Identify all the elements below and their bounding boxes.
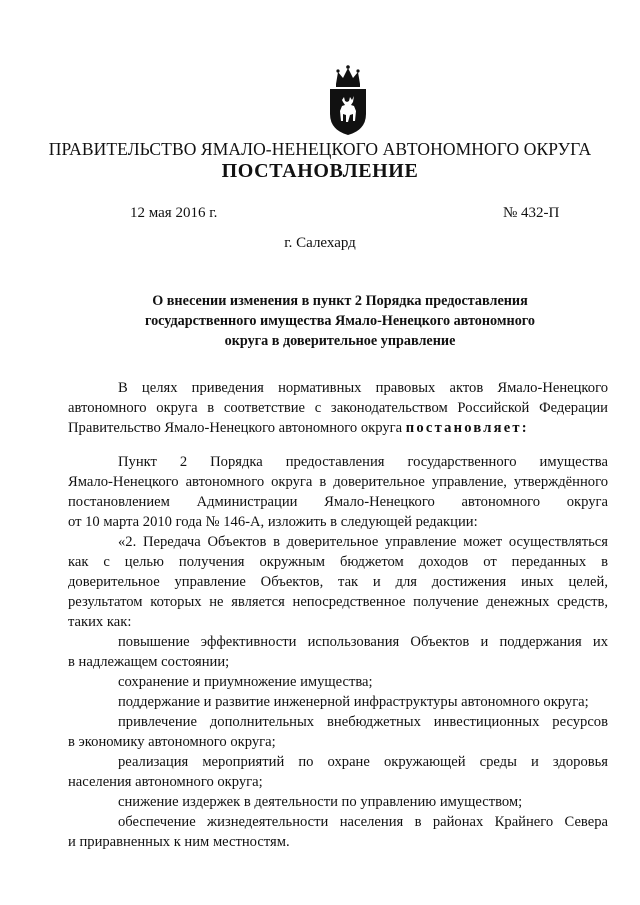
document-date: 12 мая 2016 г. xyxy=(130,205,218,221)
coat-of-arms-emblem xyxy=(326,64,370,136)
preamble-text: Правительство Ямало-Ненецкого автономного округа xyxy=(68,420,403,436)
document-type: ПОСТАНОВЛЕНИЕ xyxy=(221,160,419,182)
goal-line: в экономику автономного округа; xyxy=(68,734,276,750)
quote-line: как с целью получения окружным бюджетом доходов от переданных в xyxy=(68,554,608,570)
document-body xyxy=(68,378,608,852)
preamble-line: В целях приведения нормативных правовых актов Ямало-Ненецкого xyxy=(118,380,608,396)
goal-item xyxy=(68,792,608,812)
goal-item xyxy=(68,812,608,852)
government-title: ПРАВИТЕЛЬСТВО ЯМАЛО-НЕНЕЦКОГО АВТОНОМНОГО ОКРУГА xyxy=(48,139,592,159)
preamble-line xyxy=(68,418,608,438)
preamble-line: автономного округа в соответствие с законодательством Российской Федерации xyxy=(68,400,608,416)
quote-line: «2. Передача Объектов в доверительное управление может осуществляться xyxy=(118,534,608,550)
clause-paragraph xyxy=(68,452,608,532)
goal-line: поддержание и развитие инженерной инфраструктуры автономного округа; xyxy=(118,694,589,710)
preamble-paragraph xyxy=(68,378,608,438)
subject-line: округа в доверительное управление xyxy=(224,333,456,349)
goal-line: населения автономного округа; xyxy=(68,774,263,790)
decree-word: постановляет: xyxy=(405,420,529,436)
goal-line: повышение эффективности использования Объектов и поддержания их xyxy=(118,634,608,650)
goal-line: и приравненных к ним местностям. xyxy=(68,834,290,850)
goal-line: снижение издержек в деятельности по управлению имуществом; xyxy=(118,794,523,810)
goal-line: обеспечение жизнедеятельности населения в районах Крайнего Севера xyxy=(118,814,608,830)
goal-item xyxy=(68,632,608,672)
goal-line: сохранение и приумножение имущества; xyxy=(118,674,373,690)
goal-item xyxy=(68,692,608,712)
quote-line: доверительное управление Объектов, так и для достижения иных целей, xyxy=(68,574,608,590)
clause-line: от 10 марта 2010 года № 146-А, изложить в следующей редакции: xyxy=(68,514,478,530)
quote-line: таких как: xyxy=(68,614,132,630)
goal-item xyxy=(68,672,608,692)
quote-line: результатом которых не является непосредственное получение денежных средств, xyxy=(68,594,608,610)
goal-line: привлечение дополнительных внебюджетных инвестиционных ресурсов xyxy=(118,714,608,730)
goal-line: в надлежащем состоянии; xyxy=(68,654,230,670)
quote-paragraph xyxy=(68,532,608,632)
subject-line: О внесении изменения в пункт 2 Порядка предоставления xyxy=(152,293,528,309)
goal-item xyxy=(68,712,608,752)
goal-line: реализация мероприятий по охране окружающей среды и здоровья xyxy=(118,754,608,770)
document-number: № 432-П xyxy=(503,205,560,221)
document-city: г. Салехард xyxy=(284,235,356,251)
clause-line: постановлением Администрации Ямало-Ненецкого автономного округа xyxy=(68,494,608,510)
clause-line: Ямало-Ненецкого автономного округа в доверительное управление, утверждённого xyxy=(68,474,608,490)
clause-line: Пункт 2 Порядка предоставления государственного имущества xyxy=(118,454,608,470)
document-subject xyxy=(120,291,560,351)
subject-line: государственного имущества Ямало-Ненецкого автономного xyxy=(145,313,535,329)
goal-item xyxy=(68,752,608,792)
